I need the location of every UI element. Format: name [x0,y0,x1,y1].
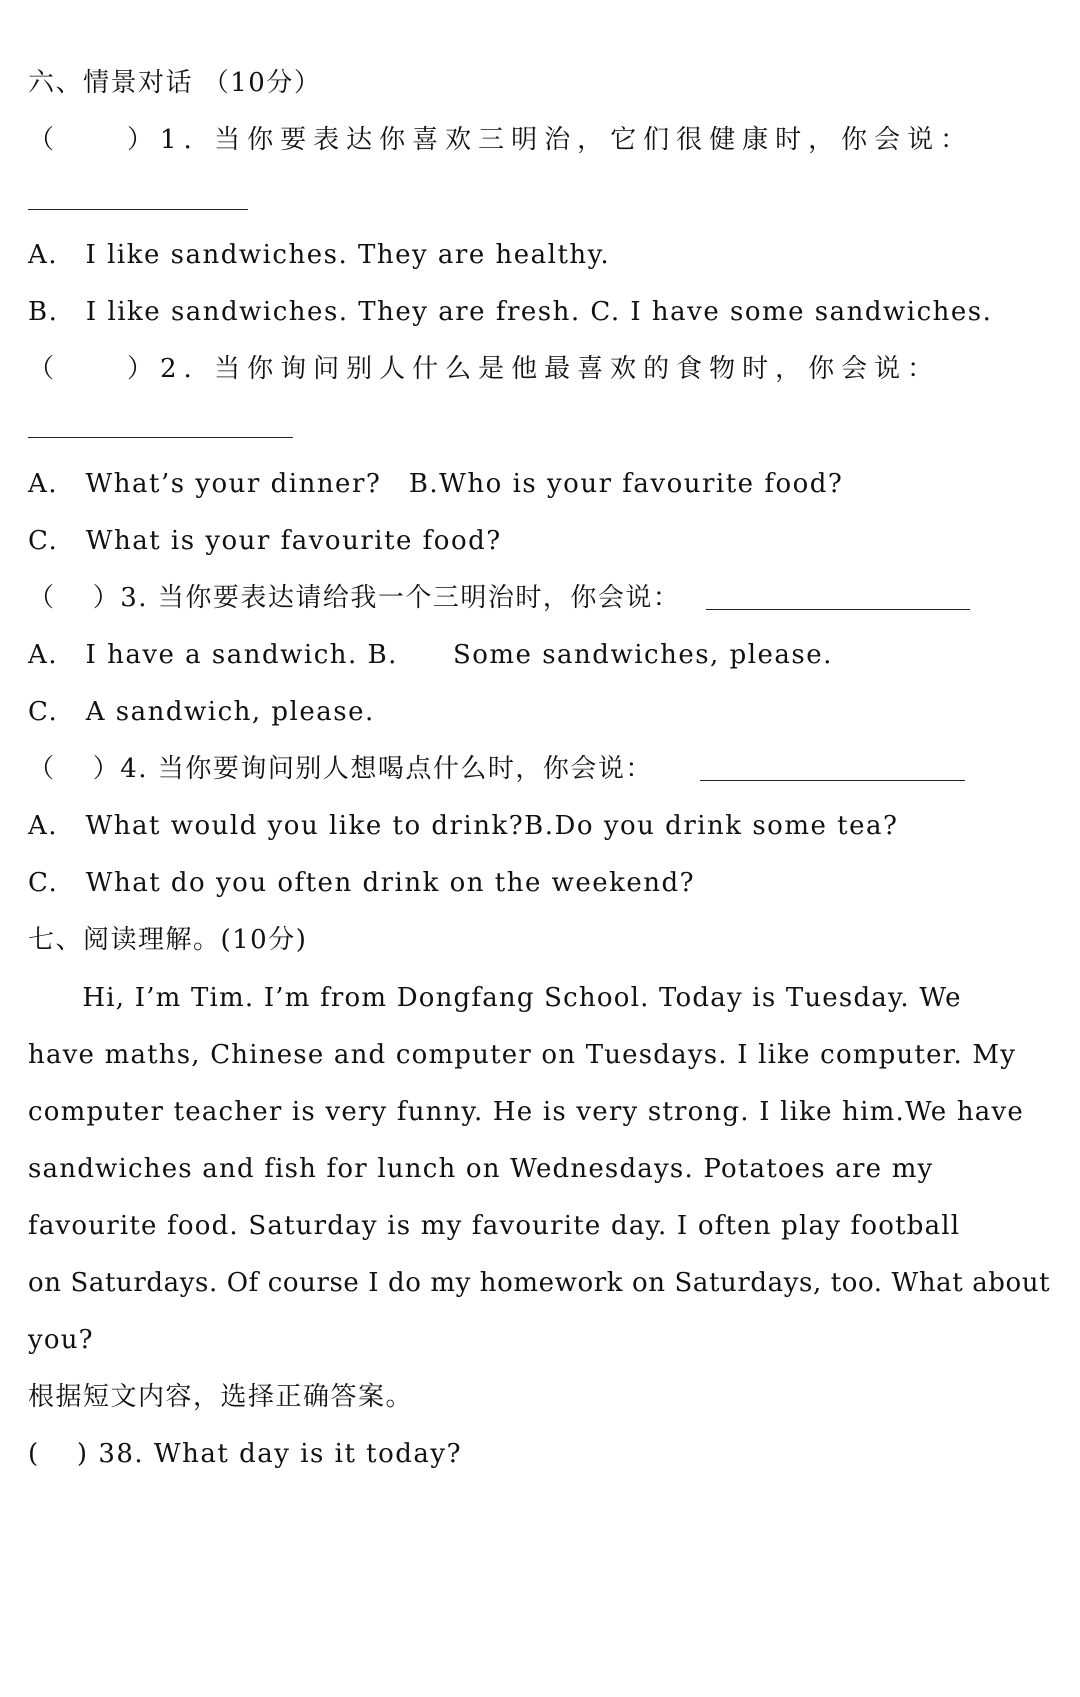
question-2-answer-blank[interactable] [28,437,293,438]
question-1-option-a: A. I like sandwiches. They are healthy. [28,240,611,270]
question-2-stem: （ ）2. 当你询问别人什么是他最喜欢的食物时，你会说： [28,354,941,384]
question-3-option-c: C. A sandwich, please. [28,697,375,727]
passage-line: Hi, I’m Tim. I’m from Dongfang School. Today is Tuesday. We [28,983,962,1013]
question-2-options-a-b: A. What’s your dinner? B.Who is your favourite food? [28,469,844,499]
passage-line: sandwiches and fish for lunch on Wednesdays. Potatoes are my [28,1154,934,1184]
question-4-row [28,749,1052,789]
question-1-answer-blank[interactable] [28,209,248,210]
question-1-options-b-c: B. I like sandwiches. They are fresh. C. I have some sandwiches. [28,297,993,327]
passage-line: you? [28,1325,94,1355]
passage-line: on Saturdays. Of course I do my homework on Saturdays, too. What about [28,1268,1051,1298]
question-38-stem: ( ) 38. What day is it today? [28,1439,463,1469]
section-7-title: 七、阅读理解。(10分) [28,925,308,955]
question-3-stem: （ ）3. 当你要表达请给我一个三明治时，你会说： [28,583,681,613]
question-2-option-c: C. What is your favourite food? [28,526,502,556]
question-4-stem: （ ）4. 当你要询问别人想喝点什么时，你会说： [28,754,653,784]
question-4-answer-blank[interactable] [700,780,965,781]
reading-instruction: 根据短文内容，选择正确答案。 [28,1382,414,1412]
question-3-answer-blank[interactable] [706,609,970,610]
passage-line: have maths, Chinese and computer on Tuesdays. I like computer. My [28,1040,1017,1070]
question-4-option-c: C. What do you often drink on the weekend? [28,868,696,898]
passage-line: favourite food. Saturday is my favourite day. I often play football [28,1211,961,1241]
question-4-options-a-b: A. What would you like to drink?B.Do you drink some tea? [28,811,899,841]
question-3-options-a-b: A. I have a sandwich. B. Some sandwiches, please. [28,640,833,670]
passage-line: computer teacher is very funny. He is very strong. I like him.We have [28,1097,1024,1127]
section-6-title: 六、情景对话 （10分） [28,68,322,98]
question-1-stem: （ ）1. 当你要表达你喜欢三明治，它们很健康时，你会说： [28,125,974,155]
question-3-row [28,578,1052,618]
